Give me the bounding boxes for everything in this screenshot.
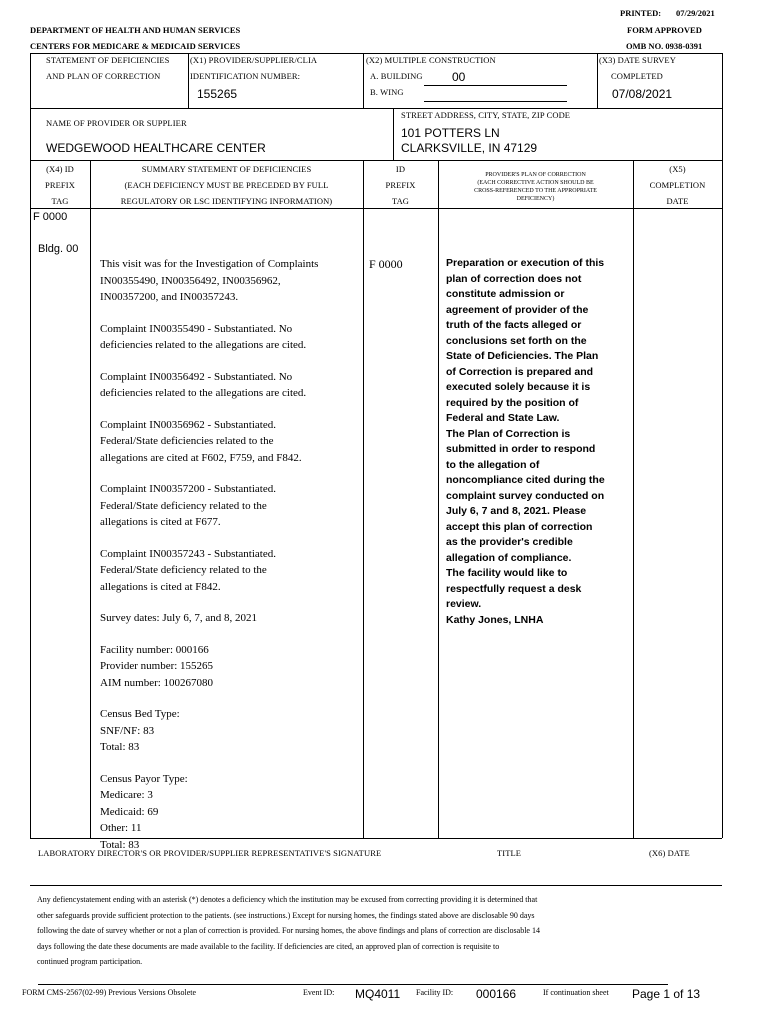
col-id-3: TAG: [391, 196, 410, 206]
title-label: TITLE: [497, 848, 522, 858]
facility-id-label: Facility ID:: [416, 988, 454, 997]
building-label: A. BUILDING: [370, 71, 423, 81]
x3-label-2: COMPLETED: [611, 71, 663, 81]
statement-label-2: AND PLAN OF CORRECTION: [46, 71, 161, 81]
col-x4-1: (X4) ID: [46, 164, 74, 174]
provider-name-label: NAME OF PROVIDER OR SUPPLIER: [46, 118, 187, 128]
summary-paragraph: Survey dates: July 6, 7, and 8, 2021: [100, 612, 258, 624]
disclosure-footnote: Any defiencystatement ending with an asterisk (*) denotes a deficiency which the institution may be excused from correcting providing it is determined that other safeguards provide sufficient protection to the patients. (see instructions.) Except for nursing homes, the findings stated above are disclosable 90 days following the date of survey whether or not a plan of correction is provided. For nursing homes, the above findings and plans of correction are disclosable 14 days following the date these documents are made available to the facility. If deficiencies are cited, an approved plan of correction is requisite to continued program participation.: [37, 895, 540, 966]
address-line-2: CLARKSVILLE, IN 47129: [401, 141, 538, 155]
provider-name-value: WEDGEWOOD HEALTHCARE CENTER: [46, 141, 266, 155]
department-name: DEPARTMENT OF HEALTH AND HUMAN SERVICES: [30, 25, 241, 35]
x1-label-2: IDENTIFICATION NUMBER:: [190, 71, 301, 81]
summary-paragraph: Census Payor Type: Medicare: 3 Medicaid: 69 Other: 11 Total: 83: [100, 772, 188, 851]
plan-of-correction-text: Preparation or execution of this plan of correction does not constitute admission or agreement of provider of the truth of the facts alleged or conclusions set forth on the State of Deficiencies. The Plan of Correction is prepared and executed solely because it is required by the position of Federal and State Law. The Plan of Correction is submitted in order to respond to the allegation of noncompliance cited during the complaint survey conducted on July 6, 7 and 8, 2021. Please accept this plan of correction as the provider's credible allegation of compliance. The facility would like to respectfully request a desk review. Kathy Jones, LNHA: [446, 257, 605, 626]
statement-label-1: STATEMENT OF DEFICIENCIES: [46, 55, 170, 65]
summary-paragraph: Census Bed Type: SNF/NF: 83 Total: 83: [100, 708, 180, 753]
continuation-label: If continuation sheet: [543, 988, 609, 997]
omb-number: OMB NO. 0938-0391: [626, 41, 703, 51]
survey-date-value: 07/08/2021: [612, 87, 673, 101]
col-x4-2: PREFIX: [45, 180, 75, 190]
x2-label: (X2) MULTIPLE CONSTRUCTION: [366, 55, 496, 65]
event-id-value: MQ4011: [355, 987, 401, 1001]
col-poc-3: CROSS-REFERENCED TO THE APPROPRIATE: [474, 188, 597, 194]
summary-paragraph: This visit was for the Investigation of Complaints IN00355490, IN00356492, IN00356962, IN00357200, and IN00357243.: [100, 258, 319, 303]
form-approved: FORM APPROVED: [627, 25, 702, 35]
event-id-label: Event ID:: [303, 988, 335, 997]
prefix-tag-right: F 0000: [369, 257, 403, 271]
col-x5-3: DATE: [666, 196, 689, 206]
facility-id-value: 000166: [476, 987, 517, 1001]
prefix-tag-left: F 0000: [33, 211, 68, 223]
summary-paragraph: Complaint IN00356962 - Substantiated. Federal/State deficiencies related to the allegations are cited at F602, F759, and F842.: [100, 418, 302, 464]
summary-paragraph: Complaint IN00357200 - Substantiated. Federal/State deficiency related to the allegations is cited at F677.: [100, 483, 276, 528]
x3-label-1: (X3) DATE SURVEY: [599, 55, 676, 65]
provider-id-value: 155265: [197, 87, 238, 101]
printed-label: PRINTED:: [620, 8, 662, 18]
centers-name: CENTERS FOR MEDICARE & MEDICAID SERVICES: [30, 41, 241, 51]
col-x5-2: COMPLETION: [649, 180, 706, 190]
col-x4-3: TAG: [51, 196, 69, 206]
col-x5-1: (X5): [669, 164, 686, 174]
col-poc-4: DEFICIENCY): [516, 196, 555, 202]
printed-date: 07/29/2021: [676, 8, 715, 18]
address-line-1: 101 POTTERS LN: [401, 126, 500, 140]
col-summary-2: (EACH DEFICIENCY MUST BE PRECEDED BY FULL: [124, 180, 329, 190]
col-id-2: PREFIX: [385, 180, 416, 190]
signature-label: LABORATORY DIRECTOR'S OR PROVIDER/SUPPLIER REPRESENTATIVE'S SIGNATURE: [38, 848, 382, 858]
col-poc-2: (EACH CORRECTIVE ACTION SHOULD BE: [477, 180, 594, 186]
address-label: STREET ADDRESS, CITY, STATE, ZIP CODE: [401, 110, 571, 120]
form-number: FORM CMS-2567(02-99) Previous Versions Obsolete: [22, 988, 197, 997]
building-tag: Bldg. 00: [38, 243, 79, 255]
x1-label-1: (X1) PROVIDER/SUPPLIER/CLIA: [190, 55, 318, 65]
summary-paragraph: Complaint IN00357243 - Substantiated. Federal/State deficiency related to the allegations is cited at F842.: [100, 547, 276, 593]
wing-label: B. WING: [370, 87, 404, 97]
col-summary-1: SUMMARY STATEMENT OF DEFICIENCIES: [141, 164, 312, 174]
page-number: Page 1 of 13: [632, 987, 701, 1001]
x6-date-label: (X6) DATE: [649, 848, 690, 858]
building-value: 00: [452, 70, 466, 84]
summary-paragraph: Facility number: 000166 Provider number: 155265 AIM number: 100267080: [100, 643, 214, 689]
col-id-1: ID: [395, 164, 406, 174]
summary-paragraph: Complaint IN00355490 - Substantiated. No deficiencies related to the allegations are cited.: [100, 322, 307, 351]
col-poc-1: PROVIDER'S PLAN OF CORRECTION: [485, 172, 586, 178]
summary-statement: [100, 256, 362, 868]
summary-paragraph: Complaint IN00356492 - Substantiated. No deficiencies related to the allegations are cited.: [100, 370, 307, 399]
col-summary-3: REGULATORY OR LSC IDENTIFYING INFORMATION): [120, 196, 333, 206]
